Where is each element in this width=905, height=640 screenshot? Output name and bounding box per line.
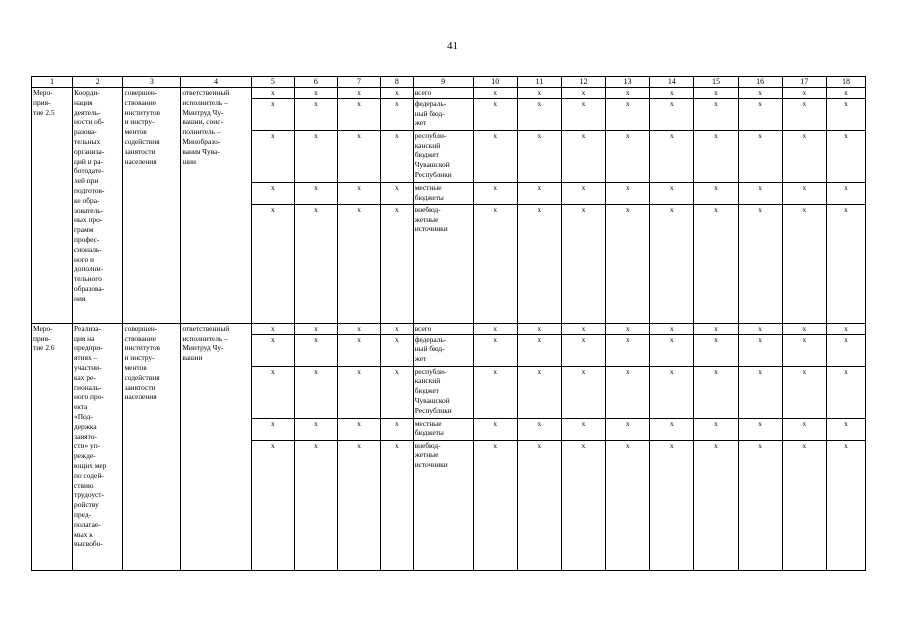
- cell-x: x: [694, 88, 738, 99]
- cell-x: x: [473, 88, 517, 99]
- funding-source: всего: [413, 323, 473, 334]
- column-header: 1: [32, 77, 73, 88]
- program-table: [31, 76, 866, 571]
- cell-x: x: [337, 182, 380, 204]
- cell-x: x: [650, 88, 694, 99]
- cell-x: x: [517, 366, 561, 418]
- cell-x: x: [782, 418, 826, 440]
- cell-x: x: [517, 182, 561, 204]
- cell-x: x: [517, 130, 561, 182]
- cell-x: x: [561, 204, 605, 323]
- cell-x: x: [826, 334, 865, 366]
- cell-x: x: [738, 440, 782, 570]
- cell-x: x: [473, 366, 517, 418]
- column-header: 10: [473, 77, 517, 88]
- cell-x: x: [694, 440, 738, 570]
- cell-x: x: [381, 204, 414, 323]
- cell-x: x: [694, 130, 738, 182]
- cell-x: x: [294, 98, 337, 130]
- cell-x: x: [694, 204, 738, 323]
- cell-x: x: [337, 323, 380, 334]
- cell-x: x: [650, 204, 694, 323]
- cell-x: x: [473, 130, 517, 182]
- cell-x: x: [294, 366, 337, 418]
- column-header: 12: [561, 77, 605, 88]
- cell-x: x: [381, 418, 414, 440]
- column-header: 14: [650, 77, 694, 88]
- column-header: 13: [606, 77, 650, 88]
- funding-source: местные бюджеты: [413, 418, 473, 440]
- cell-x: x: [251, 204, 294, 323]
- cell-x: x: [251, 88, 294, 99]
- cell-x: x: [561, 440, 605, 570]
- cell-x: x: [561, 334, 605, 366]
- cell-x: x: [251, 130, 294, 182]
- cell-x: x: [782, 88, 826, 99]
- cell-x: x: [606, 366, 650, 418]
- cell-x: x: [826, 88, 865, 99]
- cell-x: x: [381, 130, 414, 182]
- cell-x: x: [251, 98, 294, 130]
- cell-x: x: [561, 130, 605, 182]
- cell-x: x: [561, 98, 605, 130]
- cell-x: x: [650, 334, 694, 366]
- funding-source: республи- канский бюджет Чувашской Республики: [413, 130, 473, 182]
- column-header: 7: [337, 77, 380, 88]
- cell-x: x: [782, 204, 826, 323]
- table-row: [32, 323, 866, 334]
- column-header: 4: [181, 77, 251, 88]
- cell-x: x: [337, 88, 380, 99]
- cell-x: x: [694, 323, 738, 334]
- column-header: 2: [73, 77, 123, 88]
- event-id: Меро- прия- тие 2.6: [32, 323, 73, 570]
- cell-x: x: [561, 323, 605, 334]
- cell-x: x: [251, 182, 294, 204]
- cell-x: x: [337, 366, 380, 418]
- cell-x: x: [650, 323, 694, 334]
- cell-x: x: [606, 98, 650, 130]
- cell-x: x: [381, 440, 414, 570]
- cell-x: x: [606, 334, 650, 366]
- cell-x: x: [517, 204, 561, 323]
- cell-x: x: [650, 366, 694, 418]
- cell-x: x: [337, 418, 380, 440]
- cell-x: x: [782, 182, 826, 204]
- cell-x: x: [738, 323, 782, 334]
- column-header: 18: [826, 77, 865, 88]
- column-header: 8: [381, 77, 414, 88]
- event-goal: совершен- ствование институтов и инстру- ментов содействия занятости населения: [123, 323, 181, 570]
- cell-x: x: [294, 182, 337, 204]
- column-header: 3: [123, 77, 181, 88]
- cell-x: x: [517, 440, 561, 570]
- cell-x: x: [826, 418, 865, 440]
- cell-x: x: [826, 204, 865, 323]
- funding-source: всего: [413, 88, 473, 99]
- column-number-row: [32, 77, 866, 88]
- cell-x: x: [826, 440, 865, 570]
- cell-x: x: [337, 204, 380, 323]
- funding-source: местные бюджеты: [413, 182, 473, 204]
- cell-x: x: [650, 440, 694, 570]
- cell-x: x: [381, 366, 414, 418]
- cell-x: x: [517, 334, 561, 366]
- cell-x: x: [738, 418, 782, 440]
- cell-x: x: [782, 98, 826, 130]
- cell-x: x: [826, 323, 865, 334]
- cell-x: x: [738, 366, 782, 418]
- cell-x: x: [606, 182, 650, 204]
- cell-x: x: [251, 366, 294, 418]
- event-name: Коорди- нация деятель- ности об- разова- тельных организа- ций и ра- ботодате- лей при подготов- ке обра- зователь- ных про- грамм профес- сиональ- ного и дополни- тельного образова- ния: [73, 88, 123, 324]
- column-header: 5: [251, 77, 294, 88]
- cell-x: x: [381, 323, 414, 334]
- cell-x: x: [782, 334, 826, 366]
- event-id: Меро- прия- тие 2.5: [32, 88, 73, 324]
- cell-x: x: [251, 440, 294, 570]
- cell-x: x: [294, 88, 337, 99]
- funding-source: внебюд- жетные источники: [413, 204, 473, 323]
- cell-x: x: [294, 204, 337, 323]
- cell-x: x: [606, 204, 650, 323]
- cell-x: x: [473, 98, 517, 130]
- cell-x: x: [826, 182, 865, 204]
- funding-source: федераль- ный бюд- жет: [413, 98, 473, 130]
- cell-x: x: [738, 204, 782, 323]
- event-goal: совершен- ствование институтов и инстру- ментов содействия занятости населения: [123, 88, 181, 324]
- cell-x: x: [561, 366, 605, 418]
- page-number: 41: [447, 40, 458, 52]
- cell-x: x: [561, 418, 605, 440]
- cell-x: x: [381, 334, 414, 366]
- cell-x: x: [650, 182, 694, 204]
- cell-x: x: [517, 323, 561, 334]
- cell-x: x: [337, 130, 380, 182]
- table-row: [32, 88, 866, 99]
- cell-x: x: [782, 130, 826, 182]
- cell-x: x: [337, 334, 380, 366]
- cell-x: x: [517, 98, 561, 130]
- cell-x: x: [738, 130, 782, 182]
- cell-x: x: [694, 98, 738, 130]
- cell-x: x: [606, 323, 650, 334]
- cell-x: x: [650, 418, 694, 440]
- cell-x: x: [606, 88, 650, 99]
- column-header: 17: [782, 77, 826, 88]
- cell-x: x: [337, 98, 380, 130]
- funding-source: внебюд- жетные источники: [413, 440, 473, 570]
- event-name: Реализа- ция на предпри- ятиях – участни- ках ре- гиональ- ного про- екта «Под- держка занято- сти» уп- режде- ющих мер по содей- ствию трудоуст- ройству пред- полагае- мых к высвобо-: [73, 323, 123, 570]
- funding-source: республи- канский бюджет Чувашской Республики: [413, 366, 473, 418]
- event-executor: ответственный исполнитель – Минтруд Чу- вашии: [181, 323, 251, 570]
- funding-source: федераль- ный бюд- жет: [413, 334, 473, 366]
- cell-x: x: [694, 182, 738, 204]
- cell-x: x: [251, 323, 294, 334]
- cell-x: x: [381, 182, 414, 204]
- cell-x: x: [381, 98, 414, 130]
- cell-x: x: [694, 366, 738, 418]
- column-header: 16: [738, 77, 782, 88]
- column-header: 15: [694, 77, 738, 88]
- column-header: 6: [294, 77, 337, 88]
- cell-x: x: [694, 418, 738, 440]
- cell-x: x: [473, 440, 517, 570]
- cell-x: x: [473, 323, 517, 334]
- cell-x: x: [782, 323, 826, 334]
- cell-x: x: [694, 334, 738, 366]
- cell-x: x: [606, 440, 650, 570]
- cell-x: x: [517, 88, 561, 99]
- cell-x: x: [826, 366, 865, 418]
- cell-x: x: [606, 418, 650, 440]
- cell-x: x: [650, 130, 694, 182]
- cell-x: x: [782, 440, 826, 570]
- column-header: 11: [517, 77, 561, 88]
- cell-x: x: [826, 130, 865, 182]
- cell-x: x: [251, 418, 294, 440]
- event-executor: ответственный исполнитель – Минтруд Чу- вашии, соис- полнитель – Минобразо- вания Чува- шии: [181, 88, 251, 324]
- cell-x: x: [294, 440, 337, 570]
- cell-x: x: [738, 334, 782, 366]
- cell-x: x: [738, 88, 782, 99]
- cell-x: x: [294, 130, 337, 182]
- cell-x: x: [782, 366, 826, 418]
- cell-x: x: [294, 323, 337, 334]
- cell-x: x: [251, 334, 294, 366]
- column-header: 9: [413, 77, 473, 88]
- cell-x: x: [294, 418, 337, 440]
- cell-x: x: [473, 204, 517, 323]
- cell-x: x: [473, 334, 517, 366]
- cell-x: x: [561, 88, 605, 99]
- cell-x: x: [473, 182, 517, 204]
- cell-x: x: [294, 334, 337, 366]
- cell-x: x: [381, 88, 414, 99]
- cell-x: x: [738, 98, 782, 130]
- cell-x: x: [738, 182, 782, 204]
- cell-x: x: [826, 98, 865, 130]
- cell-x: x: [650, 98, 694, 130]
- cell-x: x: [517, 418, 561, 440]
- cell-x: x: [606, 130, 650, 182]
- cell-x: x: [561, 182, 605, 204]
- cell-x: x: [337, 440, 380, 570]
- cell-x: x: [473, 418, 517, 440]
